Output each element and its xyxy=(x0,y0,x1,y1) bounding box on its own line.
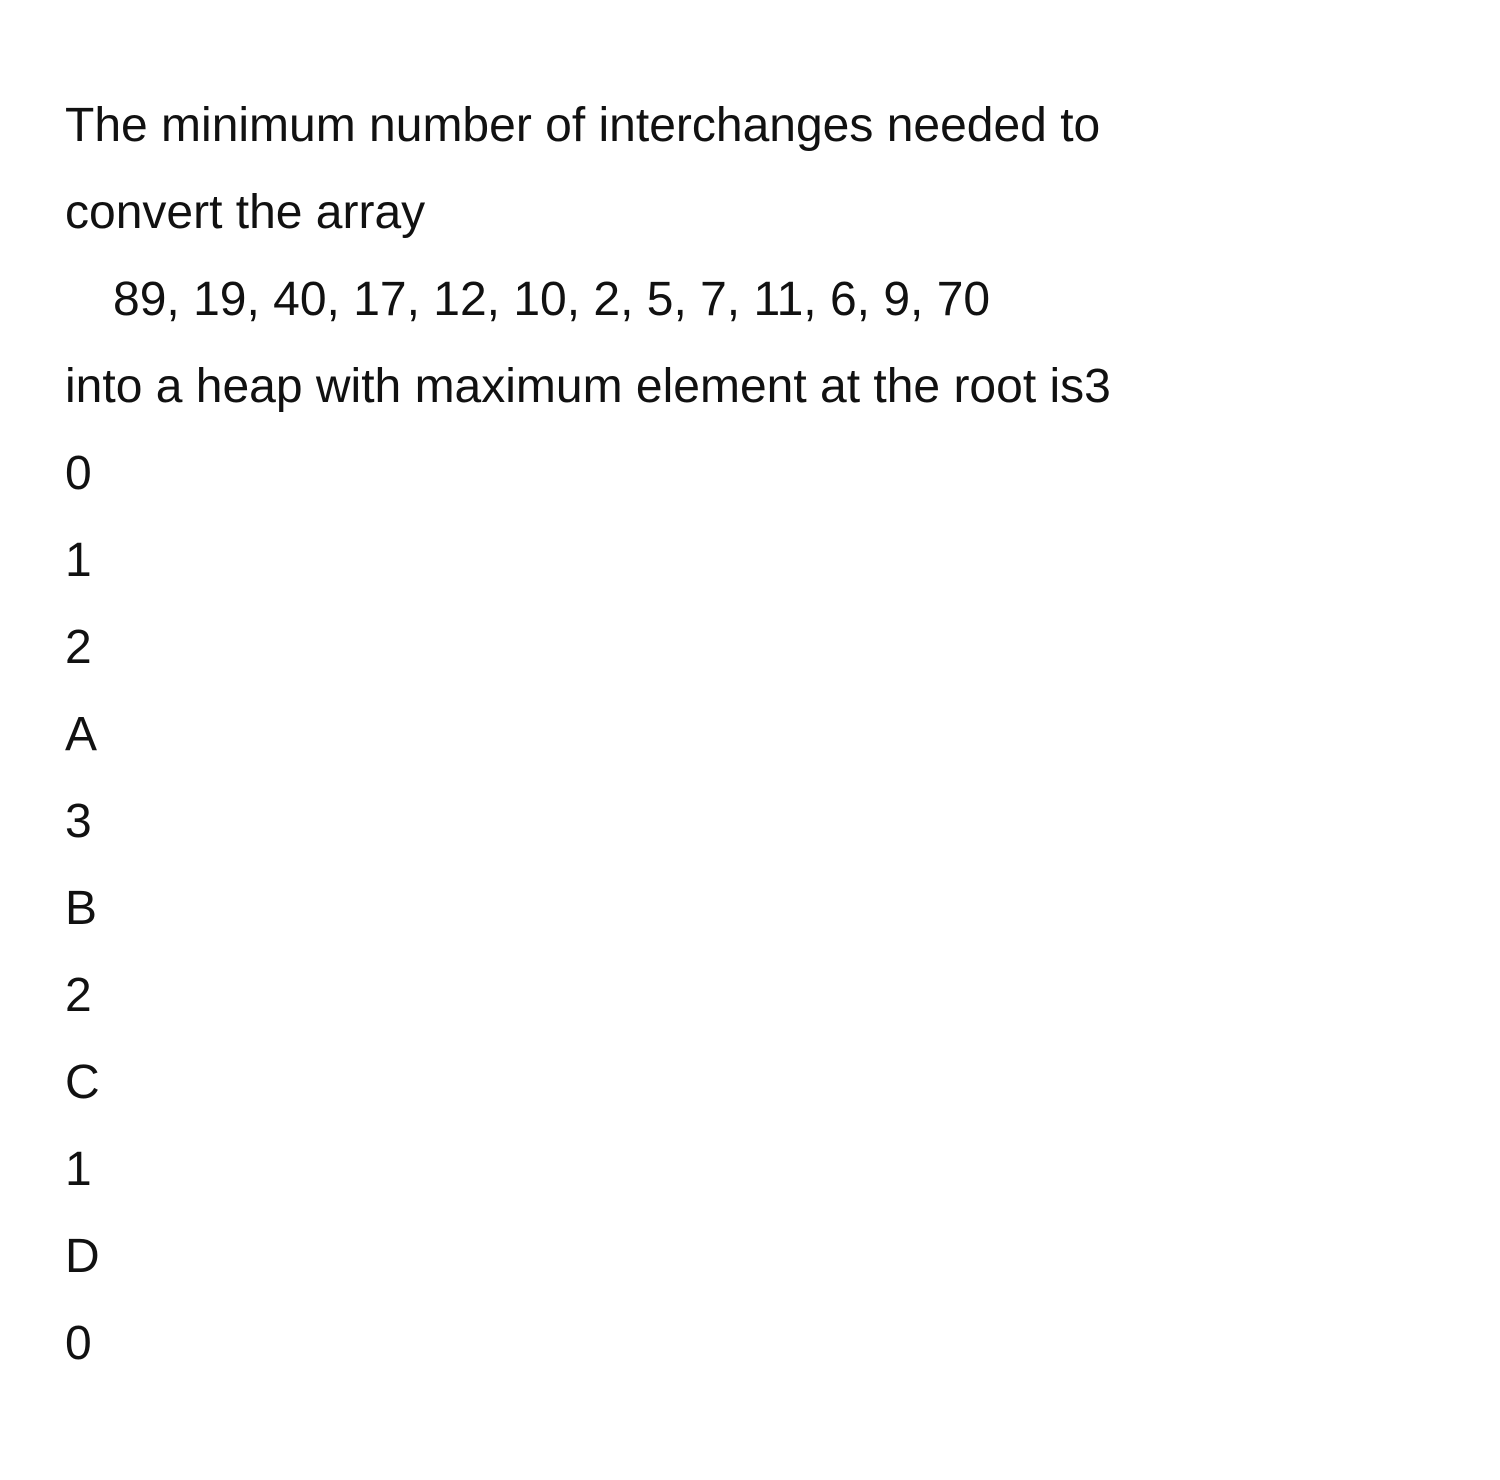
value-line: 1 xyxy=(65,534,92,587)
option-c-value: 1 xyxy=(65,1143,92,1196)
question-document xyxy=(65,90,1465,1395)
value-line: 2 xyxy=(65,621,92,674)
option-c-letter: C xyxy=(65,1056,100,1109)
option-b-value: 2 xyxy=(65,969,92,1022)
question-text-line-4: into a heap with maximum element at the root is3 xyxy=(65,360,1111,413)
value-line: 0 xyxy=(65,447,92,500)
option-d-value: 0 xyxy=(65,1317,92,1370)
array-values: 89, 19, 40, 17, 12, 10, 2, 5, 7, 11, 6, 9, 70 xyxy=(113,273,991,326)
option-a-value: 3 xyxy=(65,795,92,848)
question-text-line-1: The minimum number of interchanges needed to xyxy=(65,99,1101,152)
option-a-letter: A xyxy=(65,708,98,761)
option-b-letter: B xyxy=(65,882,98,935)
question-text-line-2: convert the array xyxy=(65,186,426,239)
option-d-letter: D xyxy=(65,1230,100,1283)
